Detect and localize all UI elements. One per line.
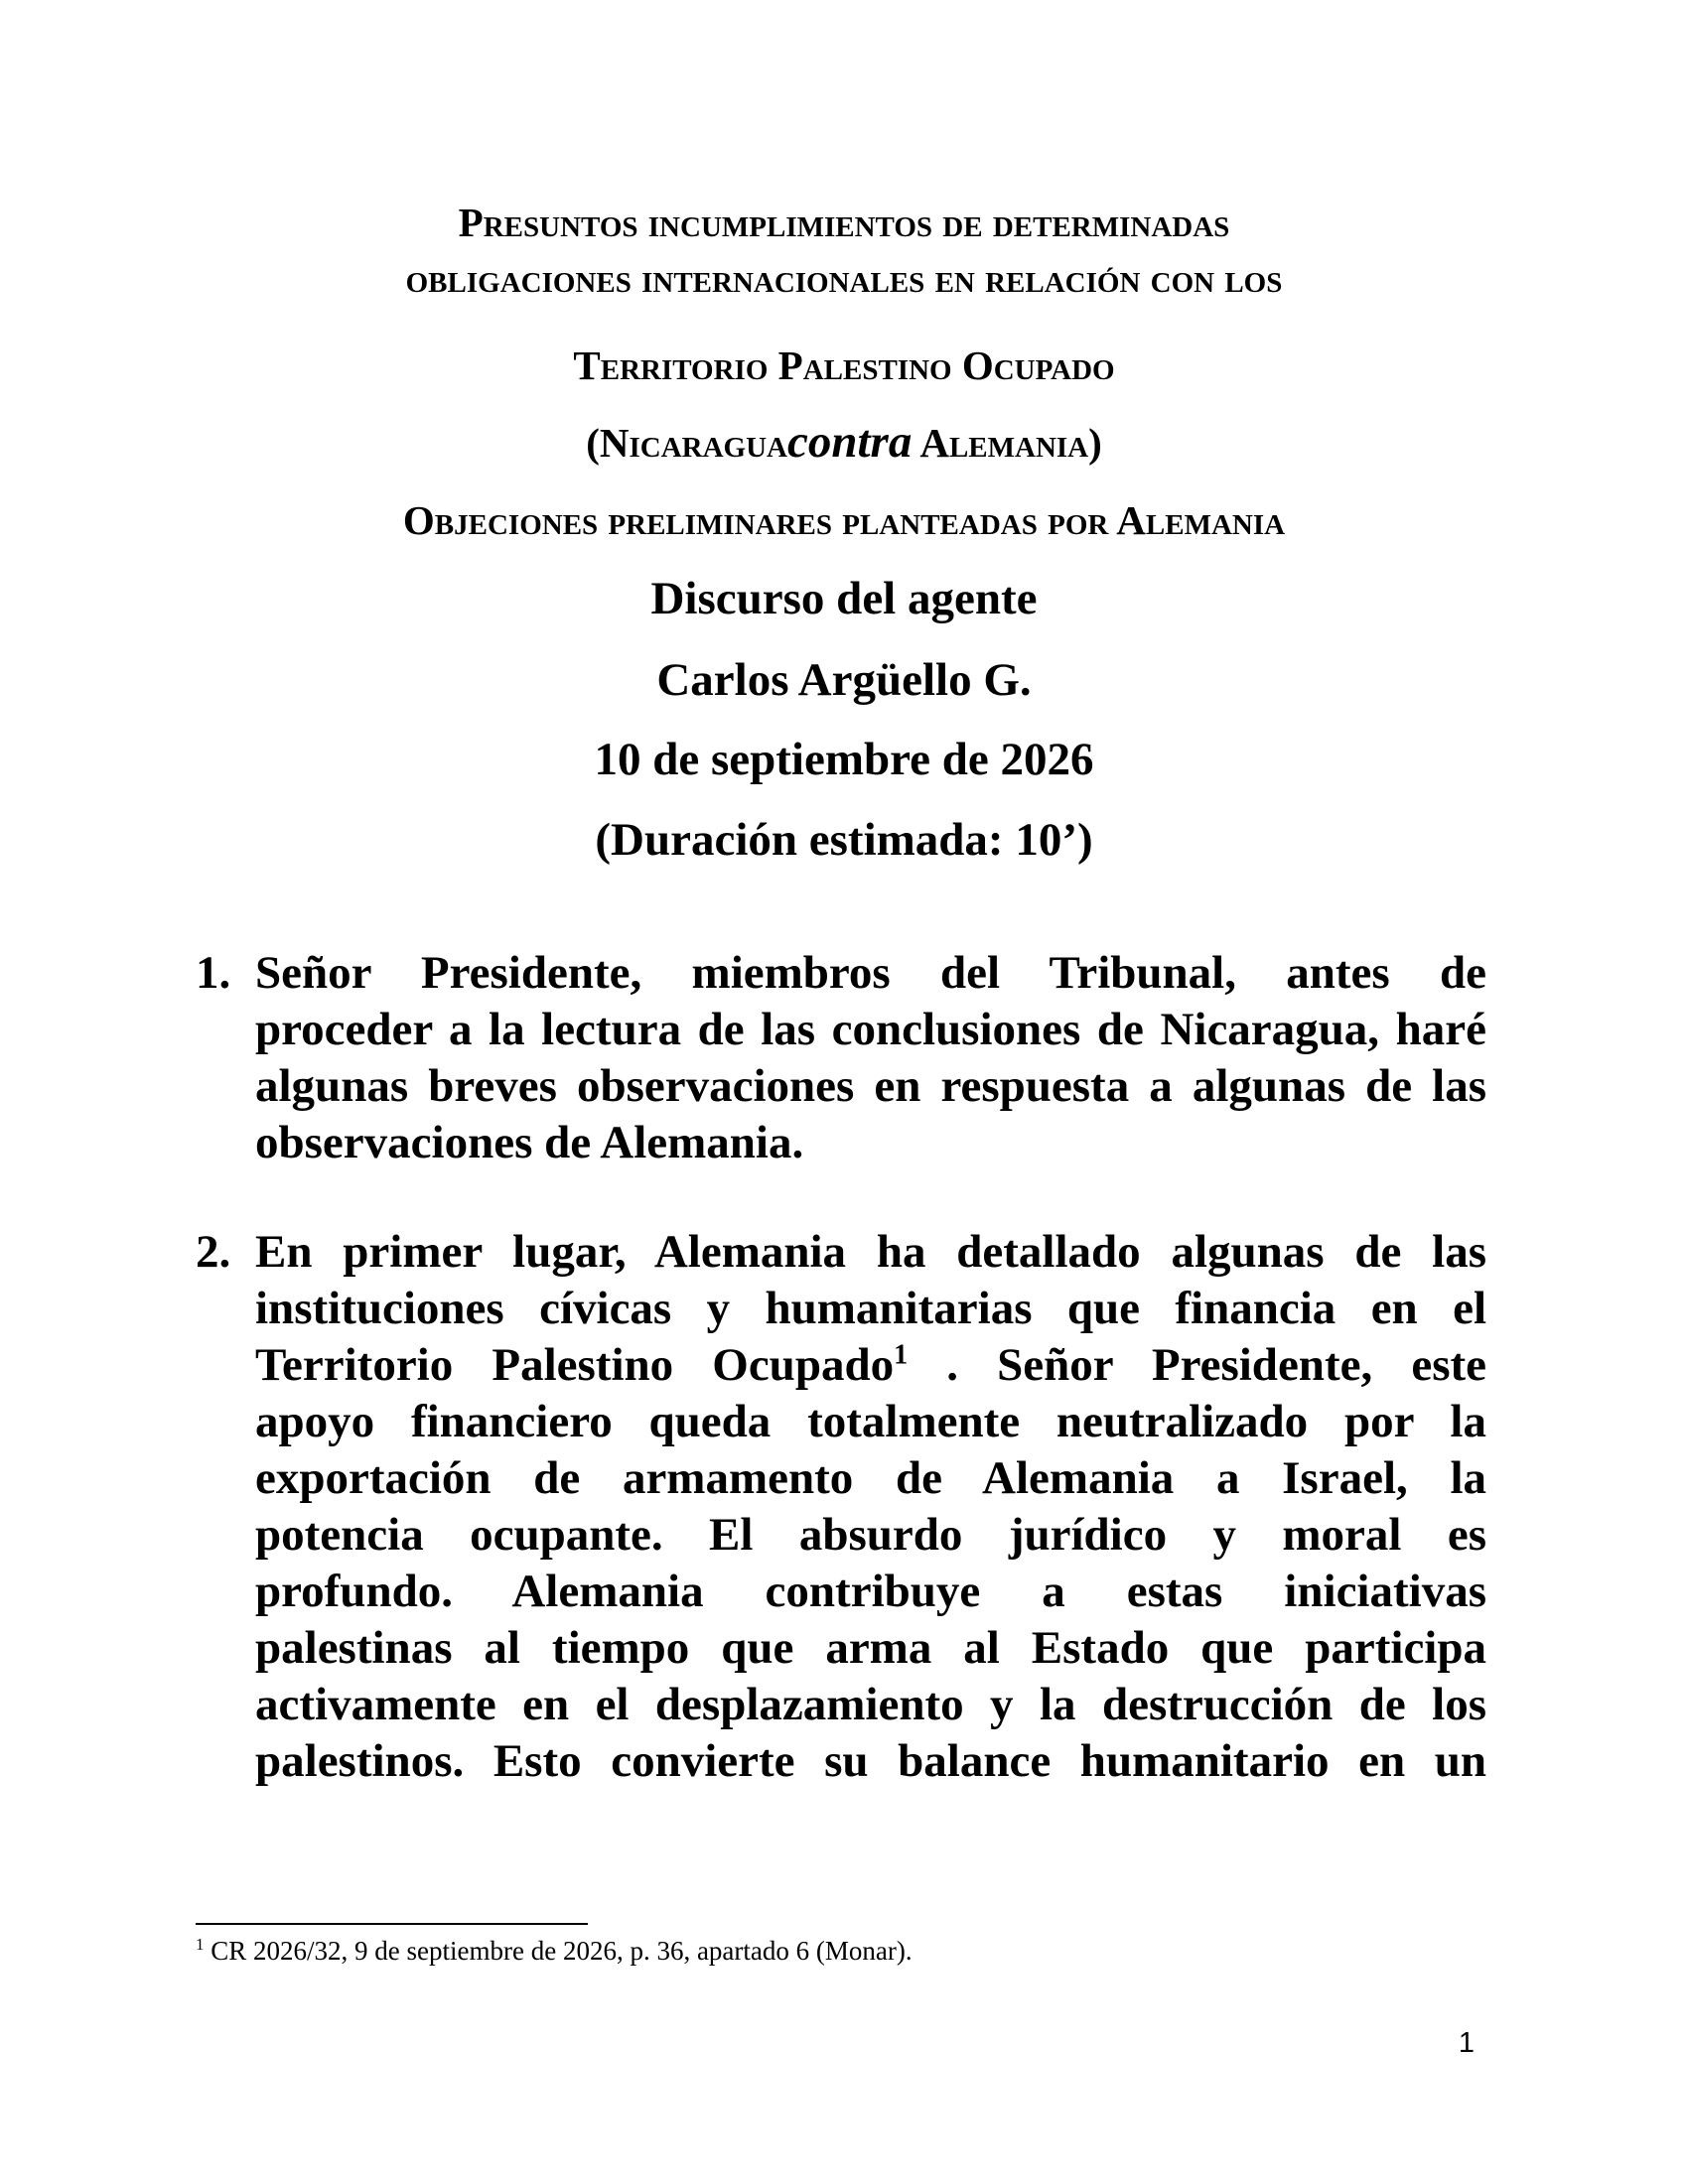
speech-title: Discurso del agente bbox=[650, 573, 1038, 624]
case-contra: contra bbox=[786, 416, 913, 468]
speech-duration: (Duración estimada: 10’) bbox=[595, 814, 1093, 866]
case-party-applicant: (Nicaragua bbox=[586, 420, 787, 466]
footnote-marker: 1 bbox=[196, 1935, 205, 1954]
paragraph-number: 1. bbox=[196, 947, 231, 999]
paragraph-text bbox=[255, 1224, 1486, 1790]
paragraph-line: profundo. Alemania contribuye a estas iniciativas bbox=[255, 1566, 1486, 1617]
footnote-text: CR 2026/32, 9 de septiembre de 2026, p. 36, apartado 6 (Monar). bbox=[204, 1936, 913, 1966]
case-party-respondent: Alemania) bbox=[919, 420, 1102, 466]
paragraph-line: potencia ocupante. El absurdo jurídico y moral es bbox=[255, 1509, 1486, 1561]
paragraph-2 bbox=[196, 1224, 1486, 1790]
paragraph-line: En primer lugar, Alemania ha detallado algunas de las bbox=[255, 1226, 1486, 1278]
case-title-line-1: Presuntos incumplimientos de determinadas bbox=[458, 200, 1230, 245]
agent-name: Carlos Argüello G. bbox=[656, 654, 1032, 706]
paragraph-line: palestinas al tiempo que arma al Estado que participa bbox=[255, 1622, 1486, 1674]
paragraph-line-start: Territorio Palestino Ocupado bbox=[255, 1339, 895, 1391]
case-parties bbox=[199, 417, 1489, 468]
page-number: 1 bbox=[1458, 2027, 1475, 2059]
paragraph-line: palestinos. Esto convierte su balance humanitario en un bbox=[255, 1735, 1486, 1787]
paragraph-line: exportación de armamento de Alemania a Israel, la bbox=[255, 1452, 1486, 1504]
paragraph-line: observaciones de Alemania. bbox=[255, 1117, 804, 1168]
paragraph-line: apoyo financiero queda totalmente neutralizado por la bbox=[255, 1396, 1486, 1447]
paragraph-line: activamente en el desplazamiento y la destrucción de los bbox=[255, 1679, 1486, 1730]
paragraph-line: algunas breves observaciones en respuesta a algunas de las bbox=[255, 1060, 1486, 1112]
footnote-separator bbox=[196, 1923, 588, 1925]
paragraph-text bbox=[255, 945, 1486, 1171]
paragraph-line: Señor Presidente, miembros del Tribunal, antes de bbox=[255, 947, 1486, 999]
footnote-reference[interactable]: 1 bbox=[894, 1339, 909, 1371]
paragraph-1 bbox=[196, 945, 1486, 1171]
paragraph-line-with-footnote bbox=[255, 1337, 1486, 1394]
paragraph-line-end: . Señor Presidente, este bbox=[908, 1339, 1486, 1391]
footnote bbox=[196, 1934, 913, 1968]
paragraph-number: 2. bbox=[196, 1226, 231, 1278]
paragraph-line: proceder a la lectura de las conclusiones de Nicaragua, haré bbox=[255, 1004, 1486, 1055]
speech-date: 10 de septiembre de 2026 bbox=[594, 734, 1094, 785]
case-subtitle: Objeciones preliminares planteadas por Alemania bbox=[402, 497, 1286, 543]
case-title-line-3: Territorio Palestino Ocupado bbox=[573, 342, 1115, 388]
case-title-line-2: obligaciones internacionales en relación con los bbox=[405, 255, 1283, 301]
paragraph-line: instituciones cívicas y humanitarias que financia en el bbox=[255, 1283, 1486, 1334]
